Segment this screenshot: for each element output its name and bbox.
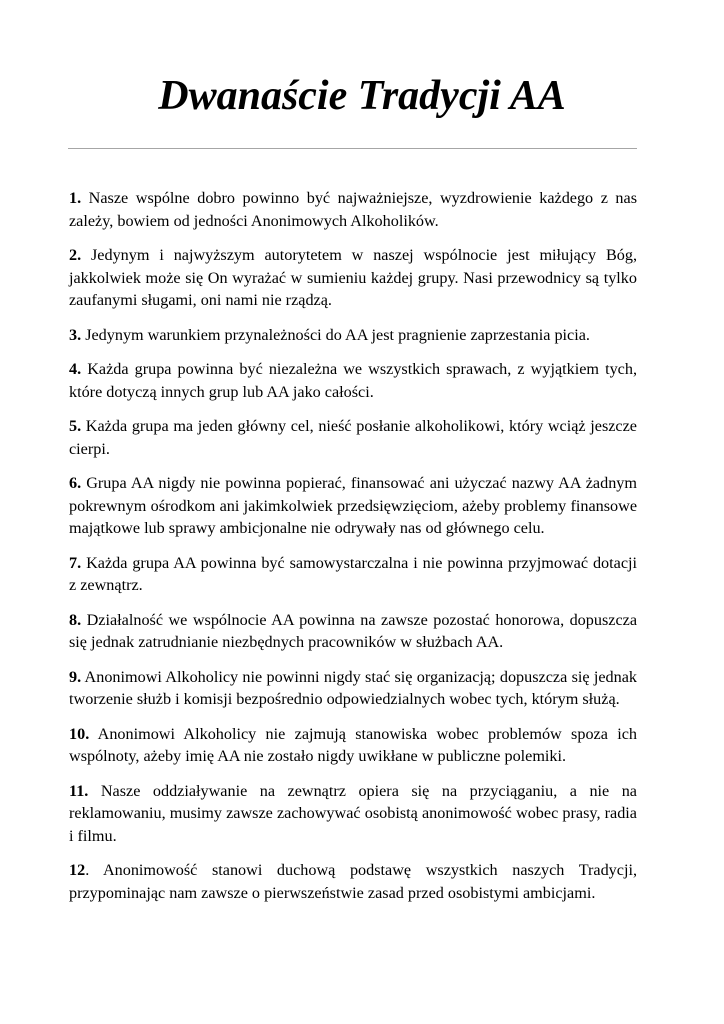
tradition-number: 3.: [69, 325, 82, 344]
tradition-text: Anonimowi Alkoholicy nie powinni nigdy stać się organizacją; dopuszcza się jednak tworzenie służb i komisji bezpośrednio odpowiedzialnych wobec tych, którym służą.: [69, 667, 637, 708]
tradition-item: [69, 552, 637, 597]
tradition-number: 7.: [69, 553, 82, 572]
tradition-item: [69, 324, 637, 347]
title-divider: [68, 148, 637, 149]
tradition-text: Anonimowi Alkoholicy nie zajmują stanowiska wobec problemów spoza ich wspólnoty, ażeby imię AA nie zostało nigdy uwikłane w publiczne polemiki.: [69, 724, 637, 765]
tradition-item: [69, 244, 637, 312]
tradition-item: [69, 187, 637, 232]
tradition-text: Każda grupa ma jeden główny cel, nieść posłanie alkoholikowi, który wciąż jeszcze cierpi.: [69, 417, 637, 458]
tradition-text: Jedynym i najwyższym autorytetem w naszej wspólnocie jest miłujący Bóg, jakkolwiek może się On wyrażać w sumieniu każdej grupy. Nasi przewodnicy są tylko zaufanymi sługami, oni nami nie rządzą.: [69, 246, 637, 309]
tradition-number: 6.: [69, 474, 82, 492]
tradition-text: Każda grupa AA powinna być samowystarczalna i nie powinna przyjmować dotacji z zewnątrz.: [69, 553, 637, 594]
tradition-number: 10.: [69, 724, 90, 743]
tradition-item: [69, 666, 637, 711]
tradition-number: 4.: [69, 360, 82, 378]
document-title: Dwanaście Tradycji AA: [158, 73, 566, 119]
tradition-number: 1.: [69, 189, 82, 207]
tradition-number: 12: [69, 861, 86, 879]
tradition-number: 11.: [69, 781, 89, 800]
tradition-number: 5.: [69, 417, 82, 435]
tradition-text: Nasze oddziaływanie na zewnątrz opiera się na przyciąganiu, a nie na reklamowaniu, musimy zawsze zachowywać osobistą anonimowość wobec prasy, radia i filmu.: [69, 781, 637, 845]
tradition-item: [69, 859, 637, 904]
tradition-text: Działalność we wspólnocie AA powinna na zawsze pozostać honorowa, dopuszcza się jednak zatrudnianie niezbędnych pracowników w służbach AA.: [69, 610, 637, 651]
tradition-text: Grupa AA nigdy nie powinna popierać, finansować ani użyczać nazwy AA żadnym pokrewnym ośrodkom ani jakimkolwiek przedsięwzięciom, ażeby problemy finansowe majątkowe lub sprawy ambicjonalne nie odrywały nas od głównego celu.: [69, 474, 637, 537]
tradition-item: [69, 472, 637, 540]
tradition-item: [69, 609, 637, 654]
tradition-number: 8.: [69, 610, 82, 629]
tradition-number: 9.: [69, 667, 82, 686]
tradition-text: Jedynym warunkiem przynależności do AA jest pragnienie zaprzestania picia.: [81, 325, 590, 344]
traditions-list: [69, 187, 637, 916]
tradition-item: [69, 415, 637, 460]
tradition-item: [69, 723, 637, 768]
tradition-text: . Anonimowość stanowi duchową podstawę wszystkich naszych Tradycji, przypominając nam zawsze o pierwszeństwie zasad przed osobistymi ambicjami.: [69, 861, 637, 902]
tradition-number: 2.: [69, 246, 82, 264]
tradition-text: Nasze wspólne dobro powinno być najważniejsze, wyzdrowienie każdego z nas zależy, bowiem od jedności Anonimowych Alkoholików.: [69, 189, 637, 230]
tradition-text: Każda grupa powinna być niezależna we wszystkich sprawach, z wyjątkiem tych, które dotyczą innych grup lub AA jako całości.: [69, 360, 637, 401]
tradition-item: [69, 358, 637, 403]
tradition-item: [69, 780, 637, 848]
